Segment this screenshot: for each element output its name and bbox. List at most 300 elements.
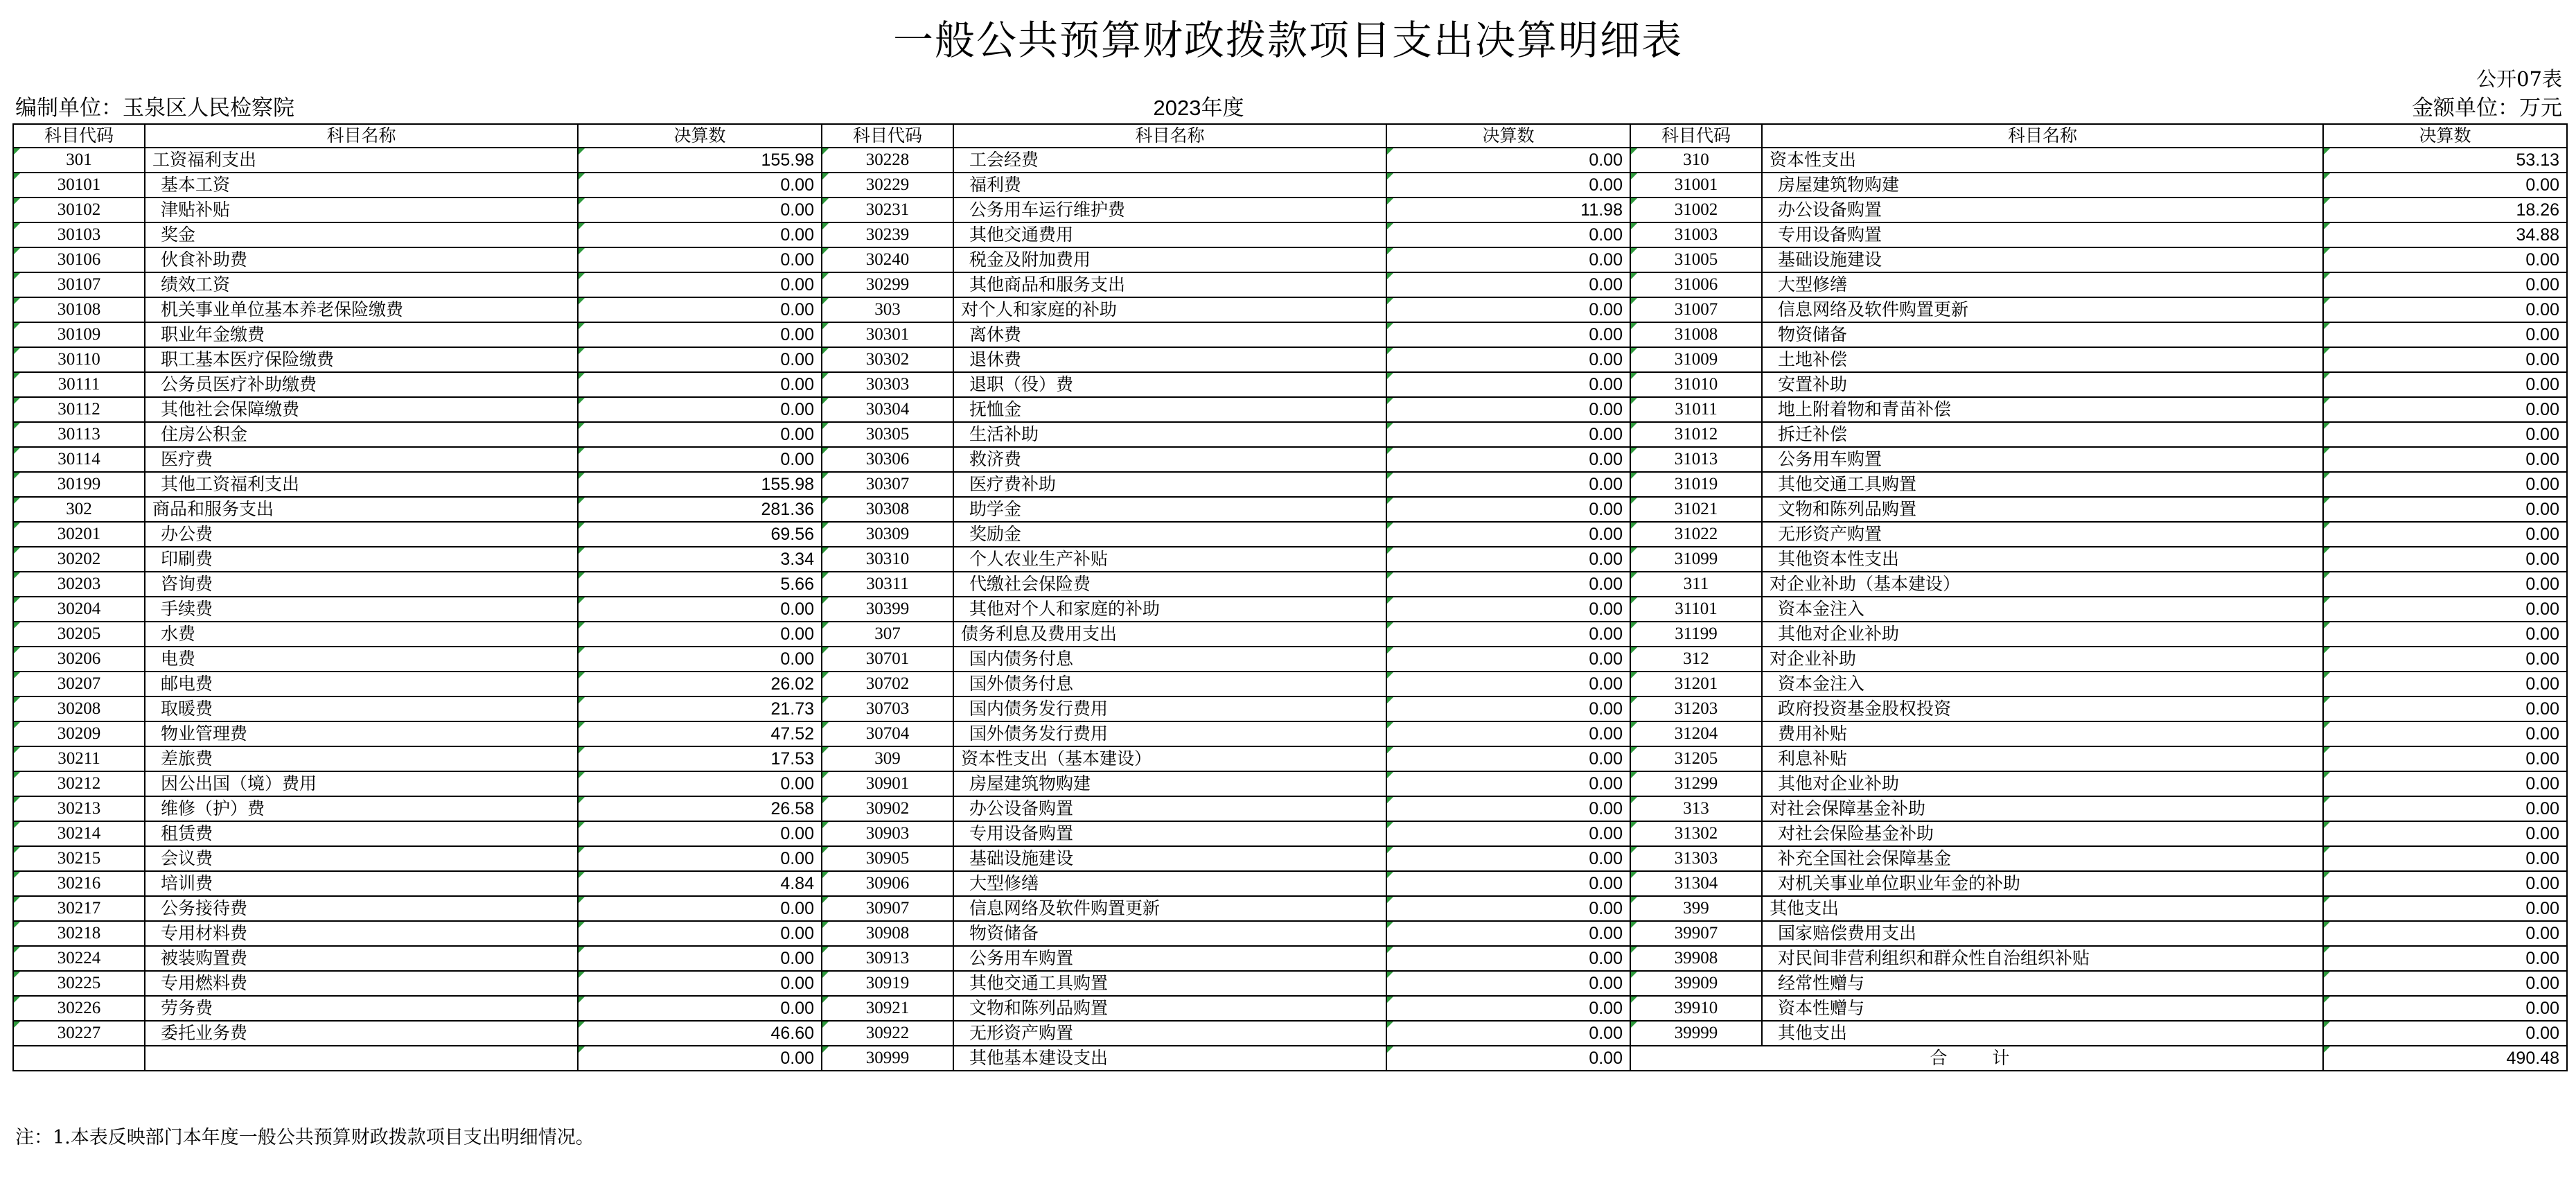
amount-value: 0.00 (2323, 297, 2567, 322)
amount-value: 0.00 (1386, 447, 1630, 472)
table-row (13, 696, 2567, 721)
header-name: 科目名称 (1762, 124, 2323, 148)
subject-name: 代缴社会保险费 (953, 572, 1386, 597)
header-row (13, 124, 2567, 148)
subject-code: 31203 (1630, 696, 1762, 721)
subject-name: 基本工资 (145, 173, 578, 198)
subject-code: 30240 (822, 247, 953, 272)
subject-name: 经常性赠与 (1762, 971, 2323, 996)
subject-code: 30224 (13, 946, 145, 971)
amount-value: 0.00 (2323, 996, 2567, 1021)
amount-value: 0.00 (2323, 497, 2567, 522)
subject-code: 30212 (13, 771, 145, 796)
total-label: 合 计 (1630, 1046, 2323, 1071)
subject-name: 对个人和家庭的补助 (953, 297, 1386, 322)
subject-name: 退休费 (953, 347, 1386, 372)
subject-name: 医疗费补助 (953, 472, 1386, 497)
subject-name: 公务接待费 (145, 896, 578, 921)
amount-value: 0.00 (578, 597, 822, 622)
table-row (13, 1021, 2567, 1046)
subject-name: 其他资本性支出 (1762, 547, 2323, 572)
subject-name: 房屋建筑物购建 (1762, 173, 2323, 198)
amount-value: 0.00 (578, 173, 822, 198)
subject-code: 30239 (822, 222, 953, 247)
subject-code: 30703 (822, 696, 953, 721)
table-row (13, 547, 2567, 572)
subject-name: 其他商品和服务支出 (953, 272, 1386, 297)
subject-code: 30310 (822, 547, 953, 572)
subject-code: 30111 (13, 372, 145, 397)
subject-name: 离休费 (953, 322, 1386, 347)
subject-code: 30214 (13, 821, 145, 846)
table-row (13, 173, 2567, 198)
amount-value: 0.00 (2323, 846, 2567, 871)
amount-value: 0.00 (2323, 397, 2567, 422)
subject-name: 委托业务费 (145, 1021, 578, 1046)
amount-value: 0.00 (1386, 497, 1630, 522)
amount-value: 0.00 (1386, 472, 1630, 497)
subject-name: 咨询费 (145, 572, 578, 597)
subject-name: 取暖费 (145, 696, 578, 721)
amount-value: 3.34 (578, 547, 822, 572)
subject-code: 30217 (13, 896, 145, 921)
header-amount: 决算数 (1386, 124, 1630, 148)
subject-code: 30203 (13, 572, 145, 597)
subject-code: 30305 (822, 422, 953, 447)
fiscal-year: 2023年度 (1153, 96, 1244, 120)
subject-code: 31006 (1630, 272, 1762, 297)
subject-name: 其他对企业补助 (1762, 622, 2323, 647)
expenditure-table (12, 123, 2568, 1071)
subject-code: 31013 (1630, 447, 1762, 472)
table-row (13, 746, 2567, 771)
subject-name: 福利费 (953, 173, 1386, 198)
subject-code: 39999 (1630, 1021, 1762, 1046)
amount-value: 0.00 (1386, 422, 1630, 447)
subject-name: 其他交通工具购置 (953, 971, 1386, 996)
table-row (13, 946, 2567, 971)
subject-code: 30302 (822, 347, 953, 372)
amount-value: 0.00 (578, 347, 822, 372)
subject-name: 资本性赠与 (1762, 996, 2323, 1021)
subject-code: 30919 (822, 971, 953, 996)
amount-value: 0.00 (578, 272, 822, 297)
amount-value: 0.00 (1386, 297, 1630, 322)
subject-code: 309 (822, 746, 953, 771)
amount-value: 0.00 (1386, 622, 1630, 647)
subject-code: 302 (13, 497, 145, 522)
table-row (13, 672, 2567, 696)
subject-name: 其他对企业补助 (1762, 771, 2323, 796)
subject-code: 303 (822, 297, 953, 322)
subject-name: 办公设备购置 (953, 796, 1386, 821)
subject-name: 电费 (145, 647, 578, 672)
subject-name: 公务用车运行维护费 (953, 198, 1386, 222)
subject-name: 拆迁补偿 (1762, 422, 2323, 447)
subject-name: 国家赔偿费用支出 (1762, 921, 2323, 946)
amount-value: 11.98 (1386, 198, 1630, 222)
amount-value: 17.53 (578, 746, 822, 771)
money-unit: 金额单位：万元 (2412, 96, 2562, 121)
amount-value: 0.00 (2323, 472, 2567, 497)
amount-value: 0.00 (2323, 696, 2567, 721)
subject-name: 住房公积金 (145, 422, 578, 447)
amount-value: 0.00 (1386, 821, 1630, 846)
subject-code: 39909 (1630, 971, 1762, 996)
amount-value: 0.00 (2323, 597, 2567, 622)
subject-code: 30303 (822, 372, 953, 397)
amount-value: 155.98 (578, 472, 822, 497)
amount-value: 0.00 (1386, 996, 1630, 1021)
subject-name: 办公设备购置 (1762, 198, 2323, 222)
subject-name: 国内债务付息 (953, 647, 1386, 672)
table-row (13, 422, 2567, 447)
amount-value: 0.00 (2323, 896, 2567, 921)
subject-code: 31302 (1630, 821, 1762, 846)
subject-code: 313 (1630, 796, 1762, 821)
subject-name: 工会经费 (953, 148, 1386, 173)
table-row (13, 996, 2567, 1021)
subject-name: 大型修缮 (953, 871, 1386, 896)
amount-value: 0.00 (2323, 821, 2567, 846)
subject-name: 政府投资基金股权投资 (1762, 696, 2323, 721)
subject-code: 30206 (13, 647, 145, 672)
subject-name: 专用燃料费 (145, 971, 578, 996)
subject-name: 国内债务发行费用 (953, 696, 1386, 721)
amount-value: 0.00 (2323, 971, 2567, 996)
amount-value: 0.00 (578, 946, 822, 971)
amount-value: 0.00 (578, 921, 822, 946)
subject-code: 30306 (822, 447, 953, 472)
subject-name: 资本性支出（基本建设） (953, 746, 1386, 771)
subject-code: 311 (1630, 572, 1762, 597)
amount-value: 0.00 (2323, 247, 2567, 272)
subject-name: 大型修缮 (1762, 272, 2323, 297)
subject-name: 会议费 (145, 846, 578, 871)
subject-code: 31009 (1630, 347, 1762, 372)
header-code: 科目代码 (13, 124, 145, 148)
subject-code: 31304 (1630, 871, 1762, 896)
amount-value: 0.00 (1386, 921, 1630, 946)
subject-name: 印刷费 (145, 547, 578, 572)
subject-name: 基础设施建设 (1762, 247, 2323, 272)
subject-code: 39908 (1630, 946, 1762, 971)
subject-name: 医疗费 (145, 447, 578, 472)
subject-code: 30199 (13, 472, 145, 497)
amount-value: 0.00 (2323, 173, 2567, 198)
subject-code: 30215 (13, 846, 145, 871)
subject-code: 30208 (13, 696, 145, 721)
amount-value: 0.00 (1386, 272, 1630, 297)
subject-name: 资本性支出 (1762, 148, 2323, 173)
subject-code: 30999 (822, 1046, 953, 1071)
subject-name: 物资储备 (953, 921, 1386, 946)
table-row (13, 846, 2567, 871)
amount-value: 0.00 (2323, 322, 2567, 347)
subject-name: 机关事业单位基本养老保险缴费 (145, 297, 578, 322)
amount-value: 0.00 (2323, 871, 2567, 896)
amount-value: 0.00 (1386, 522, 1630, 547)
amount-value: 0.00 (2323, 272, 2567, 297)
amount-value: 0.00 (1386, 148, 1630, 173)
amount-value: 0.00 (1386, 871, 1630, 896)
amount-value: 0.00 (2323, 347, 2567, 372)
subject-name: 国外债务付息 (953, 672, 1386, 696)
subject-code: 30704 (822, 721, 953, 746)
subject-code: 30114 (13, 447, 145, 472)
subject-name: 国外债务发行费用 (953, 721, 1386, 746)
subject-code: 30308 (822, 497, 953, 522)
subject-name: 租赁费 (145, 821, 578, 846)
amount-value: 0.00 (2323, 771, 2567, 796)
amount-value: 0.00 (2323, 721, 2567, 746)
amount-value: 0.00 (578, 846, 822, 871)
header-amount: 决算数 (578, 124, 822, 148)
subject-name: 信息网络及软件购置更新 (953, 896, 1386, 921)
amount-value: 4.84 (578, 871, 822, 896)
subject-name: 手续费 (145, 597, 578, 622)
subject-code: 30228 (822, 148, 953, 173)
amount-value: 0.00 (2323, 547, 2567, 572)
amount-value: 0.00 (578, 821, 822, 846)
header-code: 科目代码 (1630, 124, 1762, 148)
amount-value: 0.00 (1386, 846, 1630, 871)
subject-name: 因公出国（境）费用 (145, 771, 578, 796)
subject-name: 资本金注入 (1762, 597, 2323, 622)
amount-value: 0.00 (2323, 372, 2567, 397)
subject-name: 被装购置费 (145, 946, 578, 971)
subject-code: 30204 (13, 597, 145, 622)
subject-code: 312 (1630, 647, 1762, 672)
amount-value: 0.00 (578, 247, 822, 272)
subject-code: 30227 (13, 1021, 145, 1046)
amount-value: 26.02 (578, 672, 822, 696)
amount-value: 0.00 (1386, 672, 1630, 696)
subject-name: 利息补贴 (1762, 746, 2323, 771)
compiling-unit: 编制单位：玉泉区人民检察院 (15, 96, 294, 121)
subject-code: 399 (1630, 896, 1762, 921)
subject-name: 物资储备 (1762, 322, 2323, 347)
amount-value: 0.00 (2323, 672, 2567, 696)
subject-name: 生活补助 (953, 422, 1386, 447)
subject-code: 30307 (822, 472, 953, 497)
table-row (13, 622, 2567, 647)
subject-name: 奖金 (145, 222, 578, 247)
subject-code: 31199 (1630, 622, 1762, 647)
subject-code: 30301 (822, 322, 953, 347)
subject-code: 30304 (822, 397, 953, 422)
amount-value: 0.00 (578, 622, 822, 647)
table-row-last (13, 1046, 2567, 1071)
subject-code: 30905 (822, 846, 953, 871)
subject-name: 税金及附加费用 (953, 247, 1386, 272)
subject-name: 文物和陈列品购置 (953, 996, 1386, 1021)
subject-name: 基础设施建设 (953, 846, 1386, 871)
subject-code: 30213 (13, 796, 145, 821)
subject-name: 津贴补贴 (145, 198, 578, 222)
empty-cell (13, 1046, 145, 1071)
subject-code: 31205 (1630, 746, 1762, 771)
subject-name: 维修（护）费 (145, 796, 578, 821)
subject-name: 对社会保险基金补助 (1762, 821, 2323, 846)
subject-name: 邮电费 (145, 672, 578, 696)
table-row (13, 572, 2567, 597)
amount-value: 0.00 (578, 771, 822, 796)
amount-value: 46.60 (578, 1021, 822, 1046)
subject-name: 差旅费 (145, 746, 578, 771)
subject-name: 专用材料费 (145, 921, 578, 946)
amount-value: 0.00 (2323, 447, 2567, 472)
amount-value: 281.36 (578, 497, 822, 522)
subject-code: 307 (822, 622, 953, 647)
amount-value: 0.00 (578, 1046, 822, 1071)
subject-code: 31001 (1630, 173, 1762, 198)
table-row (13, 821, 2567, 846)
subject-code: 30907 (822, 896, 953, 921)
subject-code: 39907 (1630, 921, 1762, 946)
subject-code: 30229 (822, 173, 953, 198)
subject-code: 30216 (13, 871, 145, 896)
table-row (13, 247, 2567, 272)
subject-name: 无形资产购置 (1762, 522, 2323, 547)
subject-name: 绩效工资 (145, 272, 578, 297)
page-title: 一般公共预算财政拨款项目支出决算明细表 (892, 17, 1683, 64)
amount-value: 26.58 (578, 796, 822, 821)
subject-name: 费用补贴 (1762, 721, 2323, 746)
amount-value: 0.00 (1386, 397, 1630, 422)
subject-code: 30309 (822, 522, 953, 547)
amount-value: 0.00 (1386, 547, 1630, 572)
subject-code: 31021 (1630, 497, 1762, 522)
subject-name: 房屋建筑物购建 (953, 771, 1386, 796)
subject-code: 30107 (13, 272, 145, 297)
table-row (13, 721, 2567, 746)
subject-name: 助学金 (953, 497, 1386, 522)
amount-value: 0.00 (2323, 422, 2567, 447)
subject-name: 个人农业生产补贴 (953, 547, 1386, 572)
amount-value: 0.00 (578, 971, 822, 996)
subject-name: 办公费 (145, 522, 578, 547)
subject-code: 30902 (822, 796, 953, 821)
table-row (13, 497, 2567, 522)
amount-value: 0.00 (2323, 1021, 2567, 1046)
amount-value: 0.00 (2323, 647, 2567, 672)
table-row (13, 896, 2567, 921)
table-row (13, 198, 2567, 222)
subject-name: 文物和陈列品购置 (1762, 497, 2323, 522)
amount-value: 0.00 (2323, 946, 2567, 971)
table-row (13, 222, 2567, 247)
amount-value: 0.00 (2323, 572, 2567, 597)
amount-value: 0.00 (1386, 597, 1630, 622)
subject-code: 30225 (13, 971, 145, 996)
amount-value: 0.00 (578, 222, 822, 247)
subject-name: 地上附着物和青苗补偿 (1762, 397, 2323, 422)
subject-code: 31101 (1630, 597, 1762, 622)
subject-code: 30311 (822, 572, 953, 597)
subject-code: 30109 (13, 322, 145, 347)
subject-code: 31099 (1630, 547, 1762, 572)
amount-value: 0.00 (1386, 322, 1630, 347)
subject-code: 30205 (13, 622, 145, 647)
subject-code: 31008 (1630, 322, 1762, 347)
amount-value: 0.00 (578, 297, 822, 322)
subject-name: 公务员医疗补助缴费 (145, 372, 578, 397)
amount-value: 0.00 (578, 422, 822, 447)
amount-value: 0.00 (578, 372, 822, 397)
amount-value: 0.00 (578, 996, 822, 1021)
subject-name: 奖励金 (953, 522, 1386, 547)
subject-name: 补充全国社会保障基金 (1762, 846, 2323, 871)
subject-code: 30113 (13, 422, 145, 447)
subject-code: 31002 (1630, 198, 1762, 222)
subject-code: 39910 (1630, 996, 1762, 1021)
subject-name: 其他对个人和家庭的补助 (953, 597, 1386, 622)
subject-code: 30218 (13, 921, 145, 946)
subject-code: 30108 (13, 297, 145, 322)
subject-name: 专用设备购置 (953, 821, 1386, 846)
subject-code: 30103 (13, 222, 145, 247)
subject-code: 31201 (1630, 672, 1762, 696)
subject-code: 30211 (13, 746, 145, 771)
subject-name: 其他支出 (1762, 1021, 2323, 1046)
subject-code: 31010 (1630, 372, 1762, 397)
amount-value: 0.00 (1386, 572, 1630, 597)
footnote: 注：1.本表反映部门本年度一般公共预算财政拨款项目支出明细情况。 (15, 1127, 594, 1148)
subject-code: 30921 (822, 996, 953, 1021)
amount-value: 0.00 (1386, 173, 1630, 198)
subject-name: 水费 (145, 622, 578, 647)
table-row (13, 397, 2567, 422)
amount-value: 0.00 (1386, 746, 1630, 771)
subject-code: 31022 (1630, 522, 1762, 547)
subject-name: 工资福利支出 (145, 148, 578, 173)
table-row (13, 597, 2567, 622)
amount-value: 18.26 (2323, 198, 2567, 222)
amount-value: 5.66 (578, 572, 822, 597)
form-number: 公开07表 (2476, 67, 2562, 91)
amount-value: 0.00 (1386, 347, 1630, 372)
subject-name: 救济费 (953, 447, 1386, 472)
amount-value: 0.00 (2323, 622, 2567, 647)
table-row (13, 472, 2567, 497)
subject-name: 培训费 (145, 871, 578, 896)
table-row (13, 796, 2567, 821)
subject-name: 物业管理费 (145, 721, 578, 746)
subject-name: 抚恤金 (953, 397, 1386, 422)
amount-value: 0.00 (1386, 222, 1630, 247)
subject-name: 其他交通费用 (953, 222, 1386, 247)
table-row (13, 771, 2567, 796)
amount-value: 0.00 (1386, 372, 1630, 397)
subject-code: 30299 (822, 272, 953, 297)
table-row (13, 921, 2567, 946)
subject-code: 31019 (1630, 472, 1762, 497)
subject-name: 无形资产购置 (953, 1021, 1386, 1046)
subject-code: 30112 (13, 397, 145, 422)
amount-value: 69.56 (578, 522, 822, 547)
subject-code: 30106 (13, 247, 145, 272)
amount-value: 0.00 (2323, 522, 2567, 547)
total-value: 490.48 (2323, 1046, 2567, 1071)
table-row (13, 322, 2567, 347)
subject-name: 其他社会保障缴费 (145, 397, 578, 422)
subject-name: 资本金注入 (1762, 672, 2323, 696)
table-body (13, 148, 2567, 1071)
subject-code: 30399 (822, 597, 953, 622)
table-row (13, 272, 2567, 297)
subject-code: 30922 (822, 1021, 953, 1046)
